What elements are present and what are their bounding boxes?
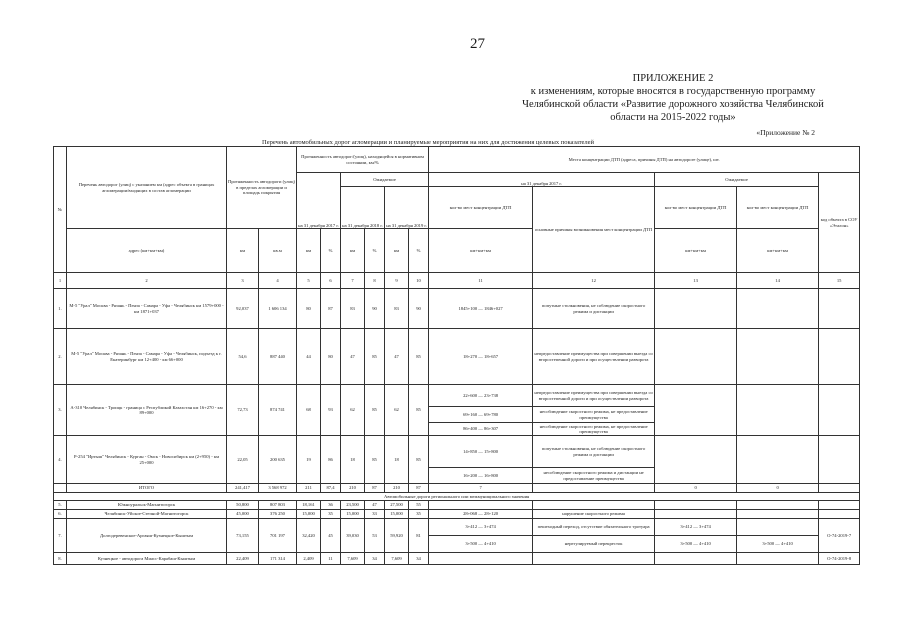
length-km: 22,409 [227, 553, 259, 565]
total-dtp-2018: 0 [655, 484, 737, 493]
head-km-km: км+км+км [429, 229, 533, 273]
roads-table [53, 146, 860, 565]
km-2018: 83 [341, 289, 365, 329]
dtp-cause: несоблюдение скоростного режима, не предоставление преимущества [533, 407, 655, 423]
header-line-3: области на 2015-2022 годы» [610, 112, 736, 123]
road-name: Р-254 "Иртыш" Челябинск - Курган - Омск - Новосибирск км (2+950) - км 25+000 [67, 436, 227, 484]
area-sqm: 807 803 [259, 501, 297, 510]
row-num: 7. [54, 519, 67, 553]
pct-2017: 35 [321, 510, 341, 519]
col-number: 4 [259, 273, 297, 289]
pct-2017: 36 [321, 501, 341, 510]
col-number: 1 [54, 273, 67, 289]
km-2018: 18 [341, 436, 365, 484]
head-dtp-places: Места концентрации ДТП (адреса, причины ДТП) на автодороге (улице), шт. [429, 147, 860, 173]
pct-2018: 85 [365, 329, 385, 385]
dtp-2019: 3+500 — 4+410 [737, 536, 819, 553]
km-2019: 47 [385, 329, 409, 385]
total-area: 3 568 972 [259, 484, 297, 493]
section-header-row [54, 493, 860, 501]
total-km-2019: 210 [385, 484, 409, 493]
km-2018: 15,000 [341, 510, 365, 519]
table-row [54, 289, 860, 329]
annex-reference: «Приложение № 2 [756, 128, 815, 137]
total-label: ИТОГО [67, 484, 227, 493]
dtp-location: 28+068 — 28+120 [429, 510, 533, 519]
soу-code [819, 385, 860, 436]
total-pct-2018: 87 [365, 484, 385, 493]
table-row [54, 519, 860, 536]
dtp-cause: непредоставление преимущества при совершении выезда со второстепенной дороги и при осуществлении разворота [533, 385, 655, 407]
dtp-location: 18+270 — 18+657 [429, 329, 533, 385]
dtp-location: 14+850 — 15+800 [429, 436, 533, 468]
pct-2018: 90 [365, 289, 385, 329]
document-header [493, 72, 853, 124]
dtp-2018 [655, 289, 737, 329]
pct-2017: 45 [321, 519, 341, 553]
head-pct: % [365, 229, 385, 273]
head-km: км [227, 229, 259, 273]
row-num: 4. [54, 436, 67, 484]
head-pct: % [321, 229, 341, 273]
col-number: 5 [297, 273, 321, 289]
row-num: 3. [54, 385, 67, 436]
pct-2017: 11 [321, 553, 341, 565]
pct-2018: 85 [365, 436, 385, 484]
dtp-cause: пешеходный переход, отсутствие обязательного тротуара [533, 519, 655, 536]
pct-2019: 81 [409, 519, 429, 553]
head-dtp-count-2019: кол-во мест концентрации ДТП [737, 187, 819, 229]
dtp-2019 [737, 289, 819, 329]
pct-2019: 90 [409, 289, 429, 329]
dtp-cause: нерегулируемый перекресток [533, 536, 655, 553]
col-number: 6 [321, 273, 341, 289]
col-number: 10 [409, 273, 429, 289]
pct-2018: 85 [365, 385, 385, 436]
head-dtp-count: кол-во мест концентрации ДТП [429, 187, 533, 229]
table-row [54, 329, 860, 385]
soу-code [819, 289, 860, 329]
dtp-location: 1845+100 — 1846+027 [429, 289, 533, 329]
km-2018: 39,030 [341, 519, 365, 553]
dtp-2019 [737, 436, 819, 484]
dtp-cause: непредоставление преимущества при совершении выезда со второстепенной дороги и при осуществлении разворота [533, 329, 655, 385]
km-2017: 44 [297, 329, 321, 385]
area-sqm: 1 606 134 [259, 289, 297, 329]
length-km: 54,6 [227, 329, 259, 385]
length-km: 45,000 [227, 510, 259, 519]
dtp-cause: нарушение скоростного режима [533, 510, 655, 519]
dtp-cause: несоблюдение скоростного режима, не предоставление преимущества [533, 423, 655, 436]
head-dec2017-dtp: на 31 декабря 2017 г. [429, 173, 655, 187]
table-row [54, 436, 860, 468]
total-km-2017: 211 [297, 484, 321, 493]
head-normative: Протяженность автодорог/(улиц), находящейся в нормативном состоянии, км/% [297, 147, 429, 173]
area-sqm: 200 635 [259, 436, 297, 484]
dtp-2018 [655, 436, 737, 484]
row-num: 1. [54, 289, 67, 329]
head-km-km: км+км+км [737, 229, 819, 273]
pct-2019: 85 [409, 329, 429, 385]
road-name: А-310 Челябинск - Троицк - граница с Республикой Казахстан км 16+270 - км 89+000 [67, 385, 227, 436]
head-km: км [297, 229, 321, 273]
column-number-row [54, 273, 860, 289]
row-num: 6. [54, 510, 67, 519]
dtp-2018 [655, 385, 737, 436]
pct-2017: 93 [321, 385, 341, 436]
road-name: Кузнецкое - автодорога Миасс-Карабаш-Кыштым [67, 553, 227, 565]
dtp-location: 3+500 — 4+410 [429, 536, 533, 553]
length-km: 50,800 [227, 501, 259, 510]
table-row [54, 501, 860, 510]
km-2017: 19 [297, 436, 321, 484]
dtp-location: 86+400 — 86+307 [429, 423, 533, 436]
pct-2019: 35 [409, 510, 429, 519]
km-2019: 59,920 [385, 519, 409, 553]
soу-code [819, 329, 860, 385]
length-km: 22,05 [227, 436, 259, 484]
head-sqm: кв.м [259, 229, 297, 273]
dtp-location: 3+412 — 3+474 [429, 519, 533, 536]
header-title: ПРИЛОЖЕНИЕ 2 [632, 73, 714, 84]
total-km-2018: 210 [341, 484, 365, 493]
length-km: 92,037 [227, 289, 259, 329]
col-number: 15 [819, 273, 860, 289]
dtp-2018: 3+500 — 4+410 [655, 536, 737, 553]
col-number: 7 [341, 273, 365, 289]
km-2017: 68 [297, 385, 321, 436]
col-number: 8 [365, 273, 385, 289]
pct-2018: 33 [365, 510, 385, 519]
km-2019: 18 [385, 436, 409, 484]
total-pct-2017: 87,4 [321, 484, 341, 493]
dtp-cause: попутные столкновения, не соблюдение скоростного режима и дистанции [533, 289, 655, 329]
header-line-1: к изменениям, которые вносятся в государственную программу [530, 86, 816, 97]
head-forecast-dtp: Ожидаемое [655, 173, 819, 187]
col-number: 12 [533, 273, 655, 289]
total-dtp-2019: 0 [737, 484, 819, 493]
col-number: 9 [385, 273, 409, 289]
row-num: 2. [54, 329, 67, 385]
pct-2018: 47 [365, 501, 385, 510]
pct-2019: 34 [409, 553, 429, 565]
dtp-location: 16+200 — 16+800 [429, 468, 533, 484]
area-sqm: 376 250 [259, 510, 297, 519]
head-road-list: Перечень автодорог (улиц) с указанием км (адрес объекта в границах агломерации/входящих в состав агломерации [67, 147, 227, 229]
table-caption: Перечень автомобильных дорог агломерации и планируемые мероприятия на них для достижения целевых показателей [262, 139, 595, 146]
table-row [54, 385, 860, 407]
col-number: 14 [737, 273, 819, 289]
km-2019: 7,609 [385, 553, 409, 565]
km-2017: 32,420 [297, 519, 321, 553]
road-name: Южноуральск-Магнитогорск [67, 501, 227, 510]
length-km: 73,155 [227, 519, 259, 553]
head-length: Протяженность автодороги (улиц) в пределах агломерации и площадь покрытия [227, 147, 297, 229]
head-dec2019: на 31 декабря 2019 г. [385, 187, 429, 229]
head-forecast: Ожидаемое [341, 173, 429, 187]
km-2018: 62 [341, 385, 365, 436]
pct-2019: 85 [409, 385, 429, 436]
soу-code: О-74-2019-8 [819, 553, 860, 565]
km-2017: 18,161 [297, 501, 321, 510]
head-address: адрес (км+км+км) [67, 229, 227, 273]
col-number: 11 [429, 273, 533, 289]
area-sqm: 887 440 [259, 329, 297, 385]
pct-2019: 85 [409, 436, 429, 484]
dtp-cause: попутные столкновения, не соблюдение скоростного режима и дистанции [533, 436, 655, 468]
road-name: Челябинск-Уйское-Степной-Магнитогорск [67, 510, 227, 519]
pct-2017: 80 [321, 329, 341, 385]
head-dtp-count-2018: кол-во мест концентрации ДТП [655, 187, 737, 229]
road-name: М-5 "Урал" Москва - Рязань - Пенза - Самара - Уфа - Челябинск, подъезд к г. Екатеринбург км 12+400 - км 66+000 [67, 329, 227, 385]
pct-2017: 87 [321, 289, 341, 329]
length-km: 72,73 [227, 385, 259, 436]
head-km-km: км+км+км [655, 229, 737, 273]
dtp-2018 [655, 329, 737, 385]
dtp-cause: несоблюдение скоростного режима и дистанции не предоставление преимущества [533, 468, 655, 484]
head-pct: % [409, 229, 429, 273]
km-2017: 80 [297, 289, 321, 329]
head-km: км [341, 229, 365, 273]
head-soу: код объекта в СОУ «Эталон» [819, 173, 860, 273]
area-sqm: 171 314 [259, 553, 297, 565]
table-row [54, 510, 860, 519]
km-2017: 15,000 [297, 510, 321, 519]
km-2019: 15,000 [385, 510, 409, 519]
pct-2018: 34 [365, 553, 385, 565]
total-length: 241,417 [227, 484, 259, 493]
km-2018: 23,500 [341, 501, 365, 510]
road-name: Долгодеревенское-Аргаяш-Кузнецкое-Кыштым [67, 519, 227, 553]
dtp-2019 [737, 329, 819, 385]
col-number: 3 [227, 273, 259, 289]
total-dtp-count: 7 [429, 484, 533, 493]
km-2018: 47 [341, 329, 365, 385]
total-row [54, 484, 860, 493]
km-2019: 27,500 [385, 501, 409, 510]
page-number: 27 [470, 36, 485, 52]
head-num: № [54, 147, 67, 273]
col-number: 2 [67, 273, 227, 289]
header-line-2: Челябинской области «Развитие дорожного хозяйства Челябинской [522, 99, 824, 110]
pct-2019: 55 [409, 501, 429, 510]
head-dtp-causes: основные причины возникновения мест концентрации ДТП [533, 187, 655, 273]
dtp-location: 22+600 — 23+738 [429, 385, 533, 407]
km-2017: 2,409 [297, 553, 321, 565]
regional-roads-header: Автомобильные дороги регионального или межмуниципального значения [54, 493, 860, 501]
dtp-2019 [737, 385, 819, 436]
col-number: 13 [655, 273, 737, 289]
head-dec2017: на 31 декабря 2017 г. [297, 173, 341, 229]
soу-code: О-74-2019-7 [819, 519, 860, 553]
table-header-row [54, 147, 860, 173]
km-2018: 7,609 [341, 553, 365, 565]
km-2019: 62 [385, 385, 409, 436]
table-row [54, 553, 860, 565]
pct-2017: 86 [321, 436, 341, 484]
head-dec2018: на 31 декабря 2018 г. [341, 187, 385, 229]
km-2019: 83 [385, 289, 409, 329]
table-header-row [54, 229, 860, 273]
road-name: М-5 "Урал" Москва - Рязань - Пенза - Самара - Уфа - Челябинск км 1579+000 - км 1871+037 [67, 289, 227, 329]
total-pct-2019: 87 [409, 484, 429, 493]
soу-code [819, 436, 860, 484]
head-km: км [385, 229, 409, 273]
area-sqm: 701 197 [259, 519, 297, 553]
pct-2018: 53 [365, 519, 385, 553]
row-num: 8. [54, 553, 67, 565]
dtp-location: 69+160 — 69+780 [429, 407, 533, 423]
dtp-2018: 3+412 — 3+474 [655, 519, 737, 536]
area-sqm: 874 741 [259, 385, 297, 436]
row-num: 5. [54, 501, 67, 510]
